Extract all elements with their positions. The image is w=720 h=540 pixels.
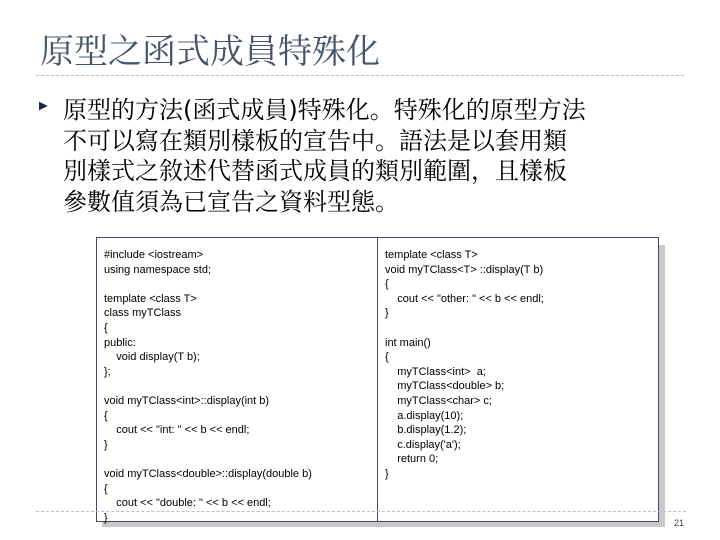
title-divider — [36, 75, 684, 76]
paragraph-line: 參數值須為已宣告之資料型態。 — [63, 187, 399, 216]
paragraph-line: 不可以寫在類別樣板的宣告中。語法是以套用類 — [63, 126, 567, 155]
footer-divider — [36, 511, 686, 512]
code-listing-left: #include <iostream> using namespace std; template <class T> class myTClass { public: void display(T b); }; void myTClass<int>::display(int b) { cout << "int: " << b << endl; } void myTClass<double>::display(double b) { cout << "double: " << b << endl; } — [104, 249, 312, 524]
code-box-left — [96, 237, 378, 522]
arrow-bullet-icon — [38, 100, 50, 112]
code-listing-right: template <class T> void myTClass<T> ::display(T b) { cout << "other: " << b << endl; } int main() { myTClass<int> a; myTClass<double> b; myTClass<char> c; a.display(10); b.display(1.2); c.display('a'); return 0; } — [385, 249, 544, 480]
paragraph-line: 原型的方法(函式成員)特殊化。特殊化的原型方法 — [63, 96, 586, 124]
page-number: 21 — [673, 518, 684, 528]
slide-title: 原型之函式成員特殊化 — [40, 32, 380, 72]
code-box-shadow-right — [659, 245, 665, 527]
code-box-right — [377, 237, 659, 522]
bullet-paragraph — [63, 95, 683, 217]
paragraph-line: 別樣式之敘述代替函式成員的類別範圍，且樣板 — [63, 157, 567, 185]
